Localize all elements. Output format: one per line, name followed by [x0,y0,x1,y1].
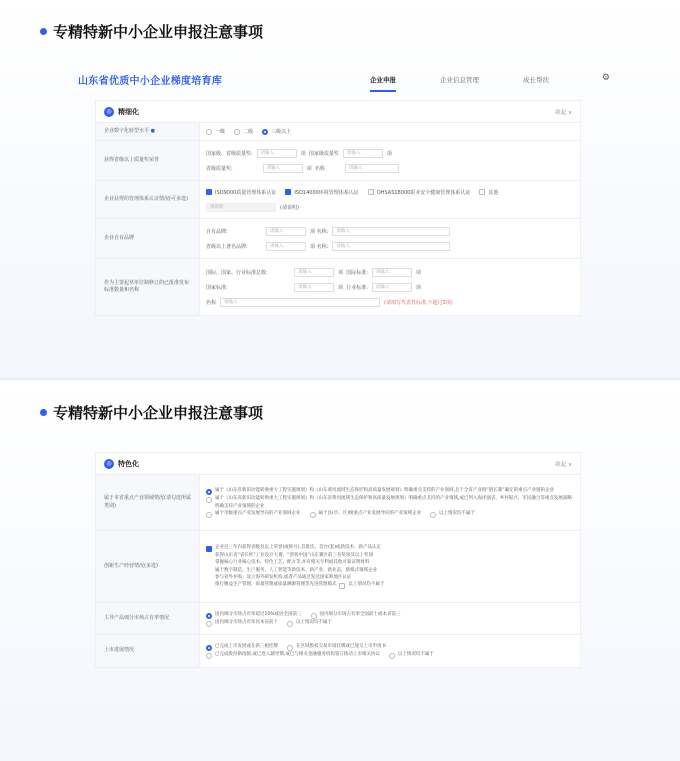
gear-icon[interactable]: ⚙ [601,73,610,83]
radio-market-1[interactable]: 国内细分市场占有率超过10%或居全国前三 [206,611,302,619]
radio-listing-3[interactable]: 已完成股份制改制,或已进入辅导期,或已与相关金融服务机构签订推动上市相关协议 [206,651,380,659]
row-label: 企业数字化转型水平 ● [96,123,200,140]
panel-refinement [95,100,581,316]
famous-brand-name-input[interactable]: 请输入 [332,242,450,251]
radio-listing-1[interactable]: 已完成上市发展或在新三板挂牌 [206,643,278,651]
checkbox-feature-1[interactable]: 企业近三年内获得省级及以上荣誉(或称号),首批次、首台(套)或新技术、新产品认定 [206,544,574,552]
own-brand-input[interactable]: 请输入 [266,227,306,236]
radio-market-2[interactable]: 国内细分市场占有率全国前十或本省前三 [311,611,401,619]
panel-title: 精细化 [118,107,139,116]
feature-line-6: 推行精益生产管理、质量管理或质量溯源管理等先进管理模式 [215,581,337,587]
tab-enterprise-apply[interactable]: 企业申报 [370,75,396,84]
brand-title: 山东省优质中小企业梯度培育库 [78,75,223,87]
radio-industry-2[interactable]: 属于《山东省新旧动能转换重大工程实施规划》和《山东省黄河流域生态保护和高质量发展规划》明确重点支持的产业领域,或已列入海洋强省、乡村振兴、军民融合等重点发展战略明确支持产业领域的企业 [206,495,574,509]
radio-listing-2[interactable]: 在区域股权交易市场挂牌或已递交上市申请书 [287,643,386,651]
national-quality-input[interactable]: 请输入 [343,149,383,158]
radio-market-3[interactable]: 国内细分市场占有率居本省前十 [206,619,278,627]
panel-header [96,101,580,123]
row-quality: 获得省级以上质量奖荣誉 国家级、省级质量奖: 请输入 项 国家级质量奖 请输入 项 省级质量奖: 请输入 项 名称 请输入 [96,141,580,181]
panel-icon: ◎ [104,107,114,117]
row-industry: 属于本省重点产业领域情况(请勾选所属类别) 属于《山东省新旧动能转换重大工程实施规划》和《山东黄河流域生态保护和高质量发展规划》明确重点支持的产业领域,且于全省产业链“链长制”确定的重点产业链的企业 属于《山东省新旧动能转换重大工程实施规划》和《山东省黄河流域生态保护和高质量发展规划》明确重点支持的产业领域,或已列入海洋强省、乡村振兴、军民融合等重点发展战略明确支持产业领域的企业 属于市级重点产业发展导向的产业领域企业 属于县(市、区)级重点产业发展导向的产业领域企业 以上情况均不属于 [96,475,580,531]
row-standards: 作为主要起草单位制修订的已批准发布标准数量和名称 国际、国家、行业标准总数: 请输入 项 国际标准: 请输入 项 国家标准: 请输入 项 行业标准: 请输入 项 名称 请输入 (请填写代表性标准,不超过3项) [96,259,580,315]
own-brand-name-input[interactable]: 请输入 [332,227,450,236]
feature-line-4: 属于数字制造、生产服务、人工智能等新技术、新产业、新业态、新模式领域企业 [215,567,377,573]
industry-std-input[interactable]: 请输入 [372,283,412,292]
radio-industry-none[interactable]: 以上情况均不属于 [430,510,475,518]
collapse-button[interactable]: 收起 ∨ [555,109,572,116]
section-heading: 专精特新中小企业申报注意事项 [40,21,263,42]
quality-name-input[interactable]: 请输入 [345,164,399,173]
slide-1 [0,0,680,378]
cert-other-input[interactable]: 请说明 [206,203,276,212]
radio-level-2[interactable]: 二级 [234,128,253,135]
checkbox-iso14000[interactable]: ISO14000环境管理体系认证 [285,189,359,196]
tab-enterprise-info[interactable]: 企业信息管理 [440,75,479,84]
famous-brand-input[interactable]: 请输入 [266,242,306,251]
bullet-icon [40,28,47,35]
radio-level-3[interactable]: 三级以上 [262,128,291,135]
radio-level-1[interactable]: 一级 [206,128,225,135]
radio-industry-4[interactable]: 属于县(市、区)级重点产业发展导向的产业领域企业 [310,510,422,518]
radio-industry-3[interactable]: 属于市级重点产业发展导向的产业领域企业 [206,510,301,518]
std-name-input[interactable]: 请输入 [220,298,380,307]
row-cert: 企业获得的管理体系认证情况(可多选) ISO9000质量管理体系认证 ISO14000环境管理体系认证 OHSAS18000职业安全健康管理体系认证 其他 请说明 (请说明) [96,181,580,219]
checkbox-ohsas18000[interactable]: OHSAS18000职业安全健康管理体系认证 [368,189,470,196]
std-hint: (请填写代表性标准,不超过3项) [384,299,453,306]
std-total-input[interactable]: 请输入 [294,268,334,277]
checkbox-feature-none[interactable]: 以上情况均不属于 [339,581,384,589]
collapse-button[interactable]: 收起 ∨ [555,461,572,468]
national-std-input[interactable]: 请输入 [294,283,334,292]
feature-line-2: 获得山东省“省长杯”工业设计大赛、“创客中国”山东赛区前三名奖项及以上奖项 [215,553,373,559]
radio-market-none[interactable]: 以上情况均不属于 [287,619,332,627]
row-digital [96,123,580,141]
bullet-icon [40,409,47,416]
row-brand: 企业自有品牌 自有品牌: 请输入 项 名称: 请输入 省级以上著名品牌: 请输入 项 名称: 请输入 [96,219,580,259]
row-listing: 上市进展情况 已完成上市发展或在新三板挂牌 在区域股权交易市场挂牌或已递交上市申请书 已完成股份制改制,或已进入辅导期,或已与相关金融服务机构签订推动上市相关协议 以上情况均不属于 [96,635,580,667]
intl-std-input[interactable]: 请输入 [372,268,412,277]
panel-title: 特色化 [118,459,139,468]
help-icon[interactable]: ● [150,127,155,134]
radio-industry-1[interactable]: 属于《山东省新旧动能转换重大工程实施规划》和《山东黄河流域生态保护和高质量发展规划》明确重点支持的产业领域,且于全省产业链“链长制”确定的重点产业链的企业 [206,487,574,495]
panel-specialization [95,452,581,668]
nav-tabs [370,66,593,92]
provincial-quality-input[interactable]: 请输入 [263,164,303,173]
panel-icon: ◎ [104,459,114,469]
row-market: 主导产品细分市场占有率情况 国内细分市场占有率超过10%或居全国前三 国内细分市场占有率全国前十或本省前三 国内细分市场占有率居本省前十 以上情况均不属于 [96,603,580,635]
feature-line-3: 掌握核心行业核心技术、特色工艺、配方等,并有相关专利或其他可靠证明材料 [215,560,370,566]
panel-header [96,453,580,475]
feature-line-5: 参与省外并购、设立海外研发机构,或者产品通过发达国家和地区认证 [215,574,352,580]
row-feature: 创新生产经营情况(多选) 企业近三年内获得省级及以上荣誉(或称号),首批次、首台(套)或新技术、新产品认定 获得山东省“省长杯”工业设计大赛、“创客中国”山东赛区前三名奖项及以上奖项 掌握核心行业核心技术、特色工艺、配方等,并有相关专利或其他可靠证明材料 属于数字制造、生产服务、人工智能等新技术、新产业、新业态、新模式领域企业 参与省外并购、设立海外研发机构,或者产品通过发达国家和地区认证 推行精益生产管理、质量管理或质量溯源管理等先进管理模式 以上情况均不属于 [96,531,580,603]
checkbox-iso9000[interactable]: ISO9000质量管理体系认证 [206,189,276,196]
radio-listing-none[interactable]: 以上情况均不属于 [389,651,434,659]
app-topbar [78,66,610,92]
section-heading: 专精特新中小企业申报注意事项 [40,402,263,423]
checkbox-other[interactable]: 其他 [479,189,498,196]
slide-2 [0,380,680,761]
tab-growth-support[interactable]: 成长帮扶 [523,75,549,84]
quality-total-input[interactable]: 请输入 [257,149,297,158]
